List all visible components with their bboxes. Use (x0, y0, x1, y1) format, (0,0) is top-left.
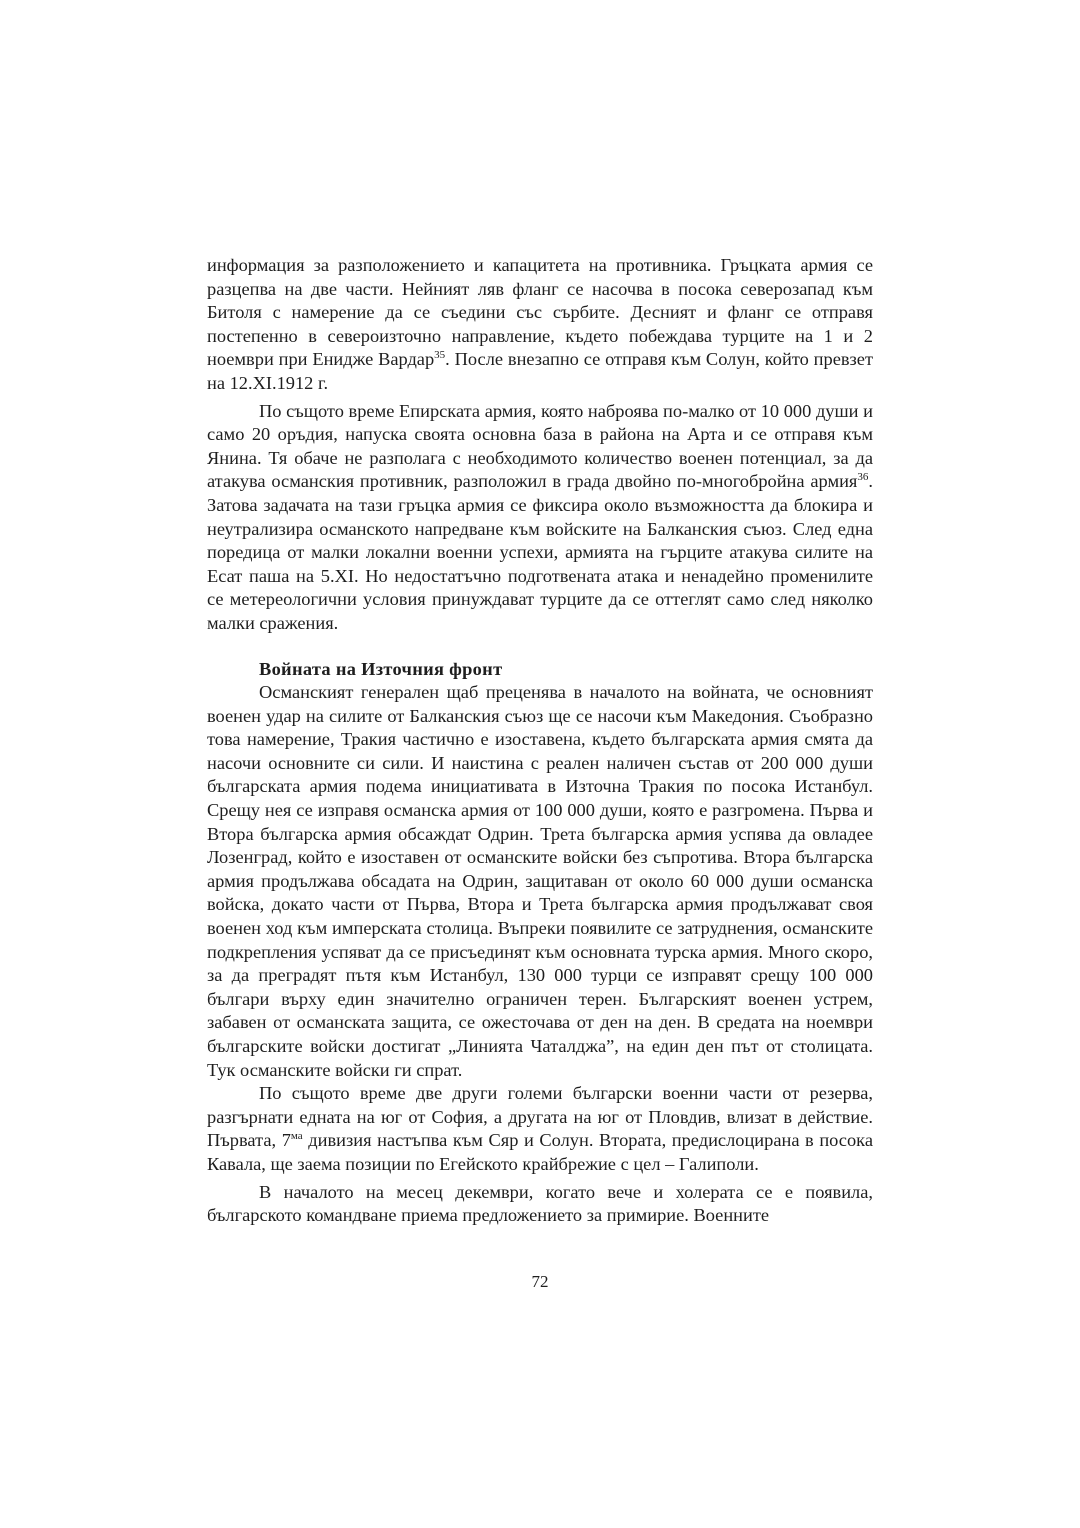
paragraph-1-text: информация за разположението и капацитета на противника. Гръцката армия се разцепва на две части. Нейният ляв фланг се насочва в посока северозапад към Битоля с намерение да се съедини със сърбите. Десният и фланг се отправя постепенно в североизточно направление, където побеждава турците на 1 и 2 ноември при Енидже Вардар (207, 255, 873, 370)
section-heading: Войната на Източния фронт (259, 658, 503, 679)
paragraph-4-text-after: дивизия настъпва към Сяр и Солун. Втората, предислоцирана в посока Кавала, ще заема позиции по Егейското крайбрежие с цел – Галиполи. (207, 1130, 873, 1174)
paragraph-2-text-after: . Затова задачата на тази гръцка армия се фиксира около възможността да блокира и неутрализира османското напредване към войските на Балканския съюз. След една поредица от малки локални военни успехи, армията на гърците атакува силите на Есат паша на 5.XI. Но недостатъчно подготвената атака и ненадейно променилите се метереологични условия принуждават турците да се оттеглят само след няколко малки сражения. (207, 471, 873, 633)
paragraph-3: Османският генерален щаб преценява в началото на войната, че основният военен удар на силите от Балканския съюз ще се насочи към Македония. Съобразно това намерение, Тракия частично е изоставена, където българската армия смята да насочи основните си сили. И наистина с реален наличен състав от 200 000 души българската армия подема инициативата в Източна Тракия по посока Истанбул. Срещу нея се изправя османска армия от 100 000 души, която е разгромена. Първа и Втора българска армия обсаждат Одрин. Трета българска армия успява да овладее Лозенград, който е изоставен от османските войски без съпротива. Втора българска армия продължава обсадата на Одрин, защитаван от около 60 000 души османска войска, докато части от Първа, Втора и Трета българска армия продължават своя военен ход към имперската столица. Въпреки появилите се затруднения, османските подкрепления успяват да се присъединят към основната турска армия. Много скоро, за да преградят пътя към Истанбул, 130 000 турци се изправят срещу 100 000 българи върху един значително ограничен терен. Българският военен устрем, забавен от османската защита, се ожесточава от ден на ден. В средата на ноември българските войски достигат „Линията Чаталджа”, на един ден път от столицата. Тук османските войски ги спрат. (207, 682, 873, 1080)
paragraph-4 (207, 1082, 873, 1176)
ordinal-superscript: ма (290, 1130, 303, 1143)
page-body (207, 254, 873, 1228)
paragraph-1-text-after: . После внезапно се отправя към Солун, който превзет на 12.XI.1912 г. (207, 349, 874, 393)
paragraph-2 (207, 400, 873, 636)
paragraph-1 (207, 254, 873, 396)
footnote-35-marker: 35 (434, 349, 446, 362)
paragraph-4-text: По същото време две други големи български военни части от резерва, разгърнати едната на юг от София, а другата на юг от Пловдив, влизат в действие. Първата, 7 (207, 1083, 873, 1151)
paragraph-5: В началото на месец декември, когато вече и холерата се е появила, българското командване приема предложението за примирие. Военните (207, 1181, 873, 1226)
paragraph-2-text: По същото време Епирската армия, която наброява по-малко от 10 000 души и само 20 оръдия, напуска своята основна база в района на Арта и се отправя към Янина. Тя обаче не разполага с необходимото количество военен потенциал, за да атакува османския противник, разположил в града двойно по-многобройна армия (207, 400, 873, 492)
footnote-36-marker: 36 (857, 471, 869, 484)
page-number: 72 (531, 1272, 549, 1291)
